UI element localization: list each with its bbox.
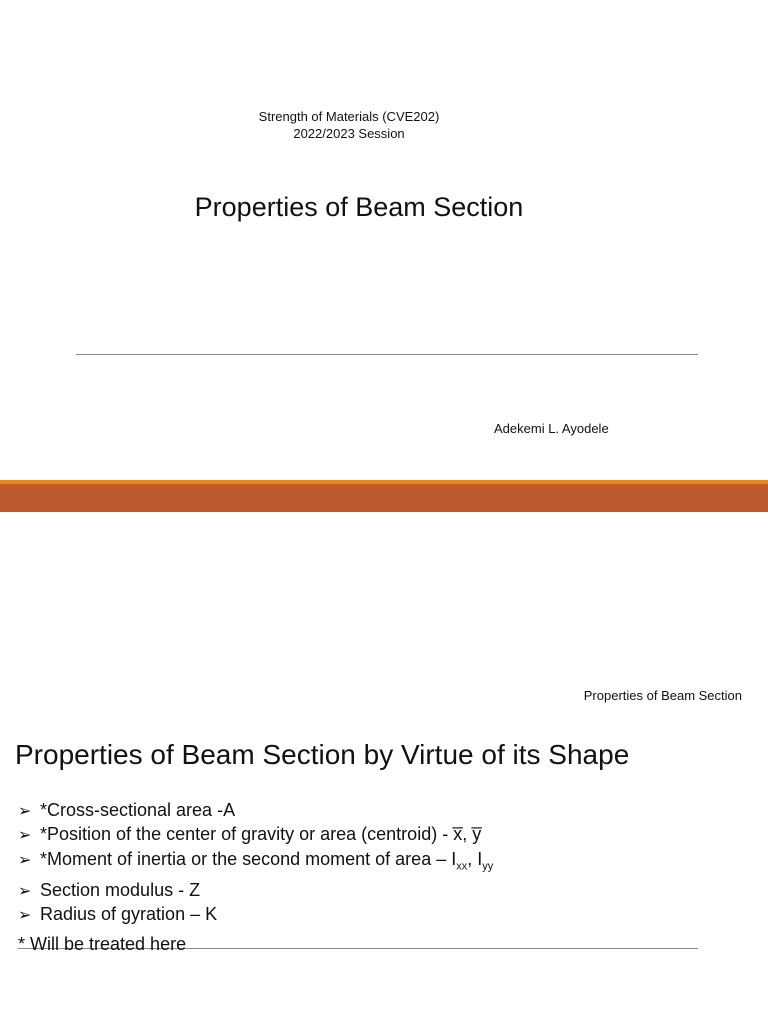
arrow-bullet-icon: ➢ — [18, 803, 32, 820]
course-info — [0, 108, 698, 142]
list-item: ➢ *Position of the center of gravity or area (centroid) - x̅, y̅ — [18, 823, 493, 847]
slide-separator-band — [0, 480, 768, 512]
properties-list — [18, 799, 493, 928]
list-item: ➢ Radius of gyration – K — [18, 903, 493, 927]
list-item: ➢ *Cross-sectional area -A — [18, 799, 493, 823]
list-item: ➢ Section modulus - Z — [18, 879, 493, 903]
centroid-symbols: x̅, y̅ — [453, 824, 482, 845]
author-name: Adekemi L. Ayodele — [494, 421, 609, 436]
footnote: * Will be treated here — [18, 934, 187, 954]
arrow-bullet-icon: ➢ — [18, 827, 32, 845]
content-slide-title: Properties of Beam Section by Virtue of its Shape — [15, 739, 630, 770]
title-divider-line — [76, 354, 698, 355]
title-slide — [0, 0, 768, 480]
arrow-bullet-icon: ➢ — [18, 907, 32, 925]
list-item: ➢ *Moment of inertia or the second moment of area – $I_{xx}$, $I_{yy}$ — [18, 848, 494, 873]
course-name: Strength of Materials (CVE202) — [258, 109, 440, 124]
slide-title: Properties of Beam Section — [194, 192, 524, 222]
arrow-bullet-icon: ➢ — [18, 851, 32, 869]
slide-header: Properties of Beam Section — [583, 688, 742, 703]
session-label: 2022/2023 Session — [293, 126, 405, 141]
content-slide — [0, 512, 768, 1024]
arrow-bullet-icon: ➢ — [18, 882, 32, 900]
